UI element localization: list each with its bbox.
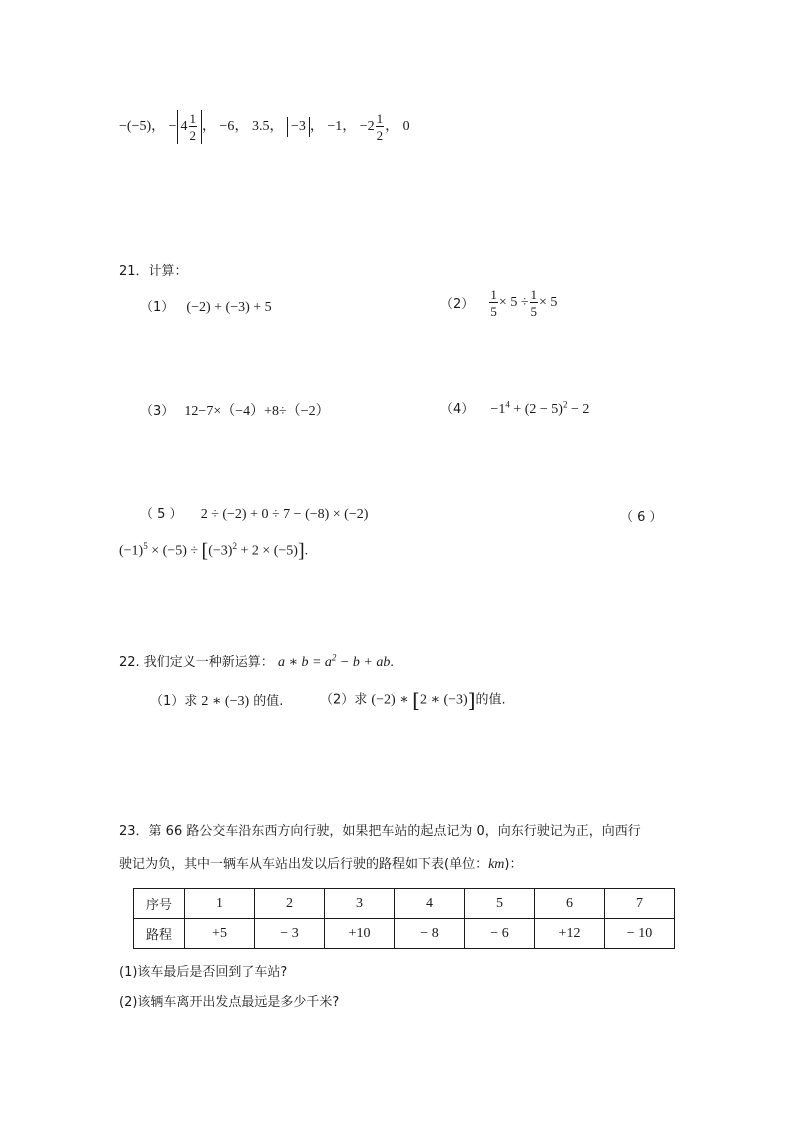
operator: × 5 ÷ <box>498 295 529 310</box>
separator: ， <box>309 118 324 135</box>
q23-text: 驶记为负，其中一辆车从车站出发以后行驶的路程如下表(单位： <box>119 857 489 872</box>
fraction <box>189 112 198 142</box>
exponent: 5 <box>143 541 148 552</box>
number-item: − <box>168 119 177 135</box>
table-cell: 2 <box>255 889 325 919</box>
table-cell: +12 <box>535 919 605 949</box>
number-item: 3.5 <box>251 119 270 135</box>
numerator: 1 <box>376 111 384 126</box>
part-number: （2） <box>440 297 475 313</box>
table-cell: 7 <box>605 889 675 919</box>
q21-title: 21．计算： <box>119 264 188 279</box>
number-item: −(−5) <box>119 119 152 135</box>
q22-intro <box>119 651 394 671</box>
table-cell: 3 <box>325 889 395 919</box>
table-row <box>134 919 675 949</box>
table-cell: 路程 <box>134 919 185 949</box>
table-cell: +10 <box>325 919 395 949</box>
fraction <box>489 288 498 318</box>
table-cell: − 6 <box>465 919 535 949</box>
numerator: 1 <box>530 287 538 302</box>
absolute-value <box>177 110 203 144</box>
part-text: （2）求 <box>320 692 372 708</box>
q21-part6-number: （ 6 ） <box>620 510 663 525</box>
exponent: 2 <box>331 652 337 663</box>
part-text: 的值. <box>249 694 284 709</box>
q21-part4 <box>440 398 589 418</box>
q23-text: )： <box>504 857 523 872</box>
q22-part1 <box>150 690 283 710</box>
exponent: 2 <box>232 541 237 552</box>
period: . <box>304 543 309 559</box>
absolute-value <box>287 117 310 137</box>
expression: 2 ∗ (−3) <box>201 694 250 709</box>
q21-part5 <box>140 503 368 523</box>
unit: km <box>488 857 505 872</box>
number-item: −1 <box>327 119 343 135</box>
part-number: （4） <box>440 402 475 417</box>
part-number: （1） <box>140 300 175 315</box>
q21-part6-expression <box>119 540 308 563</box>
route-table <box>133 888 675 949</box>
term: −1 <box>490 402 506 417</box>
table-cell: − 8 <box>395 919 465 949</box>
separator: ， <box>385 118 400 135</box>
exponent: 4 <box>505 399 510 410</box>
term: − b + ab <box>336 655 391 670</box>
expression <box>488 287 558 319</box>
term: + (2 − 5) <box>509 402 563 417</box>
expression: 2 ÷ (−2) + 0 ÷ 7 − (−8) × (−2) <box>200 507 369 522</box>
denominator: 2 <box>189 128 197 143</box>
definition <box>277 652 391 670</box>
table-cell: 4 <box>395 889 465 919</box>
number-item: −6 <box>219 119 235 135</box>
period: . <box>390 655 394 670</box>
operator: × 5 <box>539 295 558 310</box>
numerator: 1 <box>490 287 497 302</box>
part-number: （3） <box>140 404 175 419</box>
number-item: −2 <box>359 119 375 135</box>
q21-part1 <box>140 296 272 316</box>
expression <box>490 399 590 417</box>
term: − 2 <box>567 402 590 417</box>
separator: ， <box>151 118 166 135</box>
term: (−3) <box>208 543 233 559</box>
separator: ， <box>202 118 217 135</box>
fraction <box>376 112 385 142</box>
term: × (−5) ÷ <box>147 543 202 559</box>
numbers-line <box>119 110 410 144</box>
table-cell: 5 <box>465 889 535 919</box>
exponent: 2 <box>562 399 568 410</box>
term: a ∗ b = a <box>277 655 332 670</box>
table-cell: 1 <box>185 889 255 919</box>
numerator: 1 <box>189 111 197 126</box>
term: + 2 × (−5) <box>236 543 298 559</box>
part-number: （ 5 ） <box>140 507 183 522</box>
q23-sub1: (1)该车最后是否回到了车站? <box>119 965 288 980</box>
right-bracket: ] <box>297 540 305 562</box>
part-text: （1）求 <box>150 694 202 709</box>
table-cell: 序号 <box>134 889 185 919</box>
number-item: 4 <box>180 119 188 135</box>
table-cell: 6 <box>535 889 605 919</box>
q21-part2 <box>440 288 557 318</box>
q23-line2 <box>119 853 522 873</box>
table-cell: − 3 <box>255 919 325 949</box>
q22-text: 22. 我们定义一种新运算： <box>119 655 274 670</box>
denominator: 2 <box>376 128 384 143</box>
expression: 12−7×（−4）+8÷（−2） <box>184 404 330 419</box>
part-text: 的值. <box>475 692 506 708</box>
left-bracket: [ <box>412 688 420 712</box>
q23-sub2: (2)该辆车离开出发点最远是多少千米? <box>119 995 340 1010</box>
table-cell: +5 <box>185 919 255 949</box>
q22-part2 <box>320 688 506 712</box>
expression: 2 ∗ (−3) <box>419 692 468 708</box>
number-item: 0 <box>402 119 410 135</box>
denominator: 5 <box>490 304 497 319</box>
right-bracket: ] <box>467 688 476 712</box>
term: (−1) <box>119 543 144 559</box>
fraction <box>530 288 539 318</box>
table-cell: − 10 <box>605 919 675 949</box>
expression: (−2) ∗ <box>371 692 413 708</box>
left-bracket: [ <box>201 540 209 562</box>
q21-part3 <box>140 400 330 420</box>
expression: (−2) + (−3) + 5 <box>186 300 272 315</box>
separator: ， <box>269 118 284 135</box>
table-row <box>134 889 675 919</box>
q23-line1: 23．第 66 路公交车沿东西方向行驶，如果把车站的起点记为 0，向东行驶记为正，向西行 <box>119 824 641 839</box>
separator: ， <box>234 118 249 135</box>
separator: ， <box>342 118 357 135</box>
denominator: 5 <box>530 304 538 319</box>
number-item: −3 <box>290 119 306 134</box>
